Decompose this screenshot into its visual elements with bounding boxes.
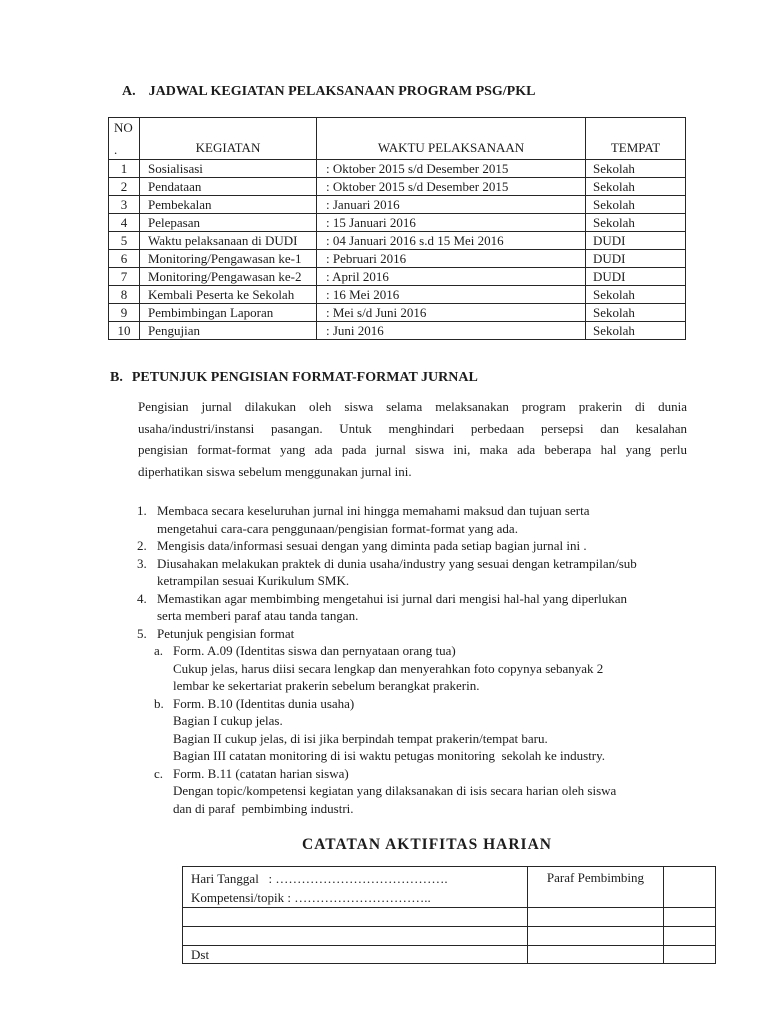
schedule-table	[108, 117, 686, 340]
cell-no: 1	[109, 160, 140, 178]
cell-tempat: Sekolah	[586, 322, 686, 340]
cell-tempat: Sekolah	[586, 178, 686, 196]
cell-tempat: Sekolah	[586, 160, 686, 178]
schedule-table-body	[109, 160, 686, 340]
daily-log-labels-cell	[183, 867, 528, 908]
cell-no: 7	[109, 268, 140, 286]
list-item	[137, 502, 705, 537]
list-item-line: Cukup jelas, harus diisi secara lengkap dan menyerahkan foto copynya sebanyak 2	[173, 660, 604, 676]
empty-cell	[664, 927, 716, 946]
list-item-text	[173, 765, 705, 818]
cell-no: 8	[109, 286, 140, 304]
cell-kegiatan: Sosialisasi	[140, 160, 317, 178]
cell-kegiatan: Pelepasan	[140, 214, 317, 232]
list-item-number: 4.	[137, 590, 147, 606]
list-item-text	[157, 555, 705, 590]
dst-cell: Dst	[183, 946, 528, 964]
list-item-line: Petunjuk pengisian format	[157, 625, 295, 641]
empty-cell	[528, 927, 664, 946]
cell-no: 9	[109, 304, 140, 322]
list-item-number: 3.	[137, 555, 147, 571]
list-item-text	[157, 625, 705, 643]
schedule-table-row	[109, 286, 686, 304]
cell-kegiatan: Pengujian	[140, 322, 317, 340]
daily-log-title: CATATAN AKTIFITAS HARIAN	[302, 836, 552, 853]
list-item-line: dan di paraf pembimbing industri.	[173, 800, 354, 816]
cell-tempat: Sekolah	[586, 196, 686, 214]
paragraph-line: Pengisian jurnal dilakukan oleh siswa selama melaksanakan program prakerin di dunia	[138, 399, 687, 414]
section-a-heading	[122, 84, 535, 100]
cell-waktu: : Oktober 2015 s/d Desember 2015	[317, 178, 586, 196]
cell-kegiatan: Kembali Peserta ke Sekolah	[140, 286, 317, 304]
list-item-text	[173, 642, 705, 695]
daily-log-table	[182, 866, 716, 964]
list-item-line: Diusahakan melakukan praktek di dunia usaha/industry yang sesuai dengan ketrampilan/sub	[157, 555, 637, 571]
list-item-number: 2.	[137, 538, 147, 553]
schedule-table-row	[109, 178, 686, 196]
list-item	[137, 625, 705, 643]
cell-waktu: : Oktober 2015 s/d Desember 2015	[317, 160, 586, 178]
header-cell-no	[109, 118, 140, 160]
cell-tempat: DUDI	[586, 250, 686, 268]
paragraph-line: diperhatikan siswa sebelum menggunakan jurnal ini.	[138, 463, 412, 479]
cell-no: 4	[109, 214, 140, 232]
list-item	[137, 537, 705, 555]
daily-log-empty-row	[183, 927, 716, 946]
daily-log-empty-row	[183, 908, 716, 927]
cell-no: 5	[109, 232, 140, 250]
list-item-text	[157, 502, 705, 537]
schedule-table-row	[109, 196, 686, 214]
schedule-table-row	[109, 250, 686, 268]
section-a-title: JADWAL KEGIATAN PELAKSANAAN PROGRAM PSG/PKL	[148, 84, 536, 99]
cell-tempat: Sekolah	[586, 286, 686, 304]
cell-kegiatan: Waktu pelaksanaan di DUDI	[140, 232, 317, 250]
list-item-line: Membaca secara keseluruhan jurnal ini hingga memahami maksud dan tujuan serta	[157, 503, 590, 518]
list-item-text	[173, 695, 705, 765]
empty-cell	[528, 908, 664, 927]
daily-log-dst-row	[183, 946, 716, 964]
cell-waktu: : Juni 2016	[317, 322, 586, 340]
schedule-table-row	[109, 304, 686, 322]
cell-kegiatan: Pendataan	[140, 178, 317, 196]
cell-waktu: : 16 Mei 2016	[317, 286, 586, 304]
sub-list-item	[137, 765, 705, 818]
section-a-label: A.	[122, 84, 136, 99]
sub-list-item	[137, 642, 705, 695]
list-item-line: ketrampilan sesuai Kurikulum SMK.	[157, 573, 350, 588]
header-cell-tempat: TEMPAT	[586, 118, 686, 160]
list-item-line: Form. B.10 (Identitas dunia usaha)	[173, 695, 355, 711]
header-cell-kegiatan: KEGIATAN	[140, 118, 317, 160]
header-cell-waktu: WAKTU PELAKSANAAN	[317, 118, 586, 160]
instructions-list	[137, 502, 705, 817]
list-item-number: 5.	[137, 625, 147, 641]
sub-item-letter: b.	[154, 695, 164, 711]
section-b-paragraph	[138, 396, 687, 482]
list-item-line: lembar ke sekertariat prakerin sebelum berangkat prakerin.	[173, 678, 480, 693]
list-item-line: Form. A.09 (Identitas siswa dan pernyataan orang tua)	[173, 643, 456, 658]
section-b-label: B.	[110, 370, 123, 385]
empty-cell	[183, 927, 528, 946]
list-item-line: Mengisis data/informasi sesuai dengan yang diminta pada setiap bagian jurnal ini .	[157, 538, 587, 553]
paragraph-line: usaha/industri/instansi pasangan. Untuk menghindari perbedaan persepsi dan kesalahan	[138, 420, 687, 436]
list-item-text	[157, 590, 705, 625]
cell-no: 6	[109, 250, 140, 268]
sub-item-letter: c.	[154, 765, 164, 781]
list-item-line: Form. B.11 (catatan harian siswa)	[173, 765, 349, 781]
empty-cell	[183, 908, 528, 927]
paragraph-line: pengisian format-format yang ada pada jurnal siswa ini, maka ada beberapa hal yang perlu	[138, 442, 687, 457]
empty-cell	[528, 946, 664, 964]
cell-kegiatan: Monitoring/Pengawasan ke-1	[140, 250, 317, 268]
paraf-pembimbing-header-cell: Paraf Pembimbing	[528, 867, 664, 908]
list-item	[137, 590, 705, 625]
cell-no: 3	[109, 196, 140, 214]
list-item-text	[157, 537, 705, 555]
cell-waktu: : Mei s/d Juni 2016	[317, 304, 586, 322]
empty-cell	[664, 946, 716, 964]
list-item-line: Bagian I cukup jelas.	[173, 713, 283, 728]
list-item-line: serta memberi paraf atau tanda tangan.	[157, 608, 359, 623]
cell-waktu: : 15 Januari 2016	[317, 214, 586, 232]
list-item-line: Dengan topic/kompetensi kegiatan yang dilaksanakan di isis secara harian oleh siswa	[173, 783, 617, 798]
cell-tempat: Sekolah	[586, 304, 686, 322]
cell-no: 2	[109, 178, 140, 196]
cell-tempat: DUDI	[586, 232, 686, 250]
empty-cell	[664, 908, 716, 927]
daily-log-header-row	[183, 867, 716, 908]
list-item-number: 1.	[137, 503, 147, 518]
cell-kegiatan: Monitoring/Pengawasan ke-2	[140, 268, 317, 286]
list-item-line: Memastikan agar membimbing mengetahui isi jurnal dari mengisi hal-hal yang diperlukan	[157, 590, 628, 606]
cell-kegiatan: Pembekalan	[140, 196, 317, 214]
schedule-table-row	[109, 268, 686, 286]
list-item-line: mengetahui cara-cara penggunaan/pengisian format-format yang ada.	[157, 520, 518, 536]
list-item-line: Bagian III catatan monitoring di isi waktu petugas monitoring sekolah ke industry.	[173, 748, 606, 763]
schedule-table-row	[109, 160, 686, 178]
cell-tempat: DUDI	[586, 268, 686, 286]
header-no-line2: .	[114, 142, 118, 157]
section-b-title: PETUNJUK PENGISIAN FORMAT-FORMAT JURNAL	[131, 370, 478, 385]
schedule-table-row	[109, 322, 686, 340]
hari-tanggal-line: Hari Tanggal : ………………………………….	[191, 871, 448, 886]
cell-waktu: : Januari 2016	[317, 196, 586, 214]
schedule-table-header-row	[109, 118, 686, 160]
section-b-heading	[110, 370, 478, 386]
list-item-line: Bagian II cukup jelas, di isi jika berpindah tempat prakerin/tempat baru.	[173, 730, 548, 746]
cell-no: 10	[109, 322, 140, 340]
header-no-line1: NO	[114, 120, 133, 135]
cell-waktu: : April 2016	[317, 268, 586, 286]
cell-tempat: Sekolah	[586, 214, 686, 232]
list-item	[137, 555, 705, 590]
cell-waktu: : 04 Januari 2016 s.d 15 Mei 2016	[317, 232, 586, 250]
cell-waktu: : Pebruari 2016	[317, 250, 586, 268]
kompetensi-topik-line: Kompetensi/topik : …………………………..	[191, 890, 431, 905]
sub-item-letter: a.	[154, 643, 164, 658]
empty-corner-cell	[664, 867, 716, 908]
cell-kegiatan: Pembimbingan Laporan	[140, 304, 317, 322]
schedule-table-row	[109, 232, 686, 250]
schedule-table-row	[109, 214, 686, 232]
sub-list-item	[137, 695, 705, 765]
